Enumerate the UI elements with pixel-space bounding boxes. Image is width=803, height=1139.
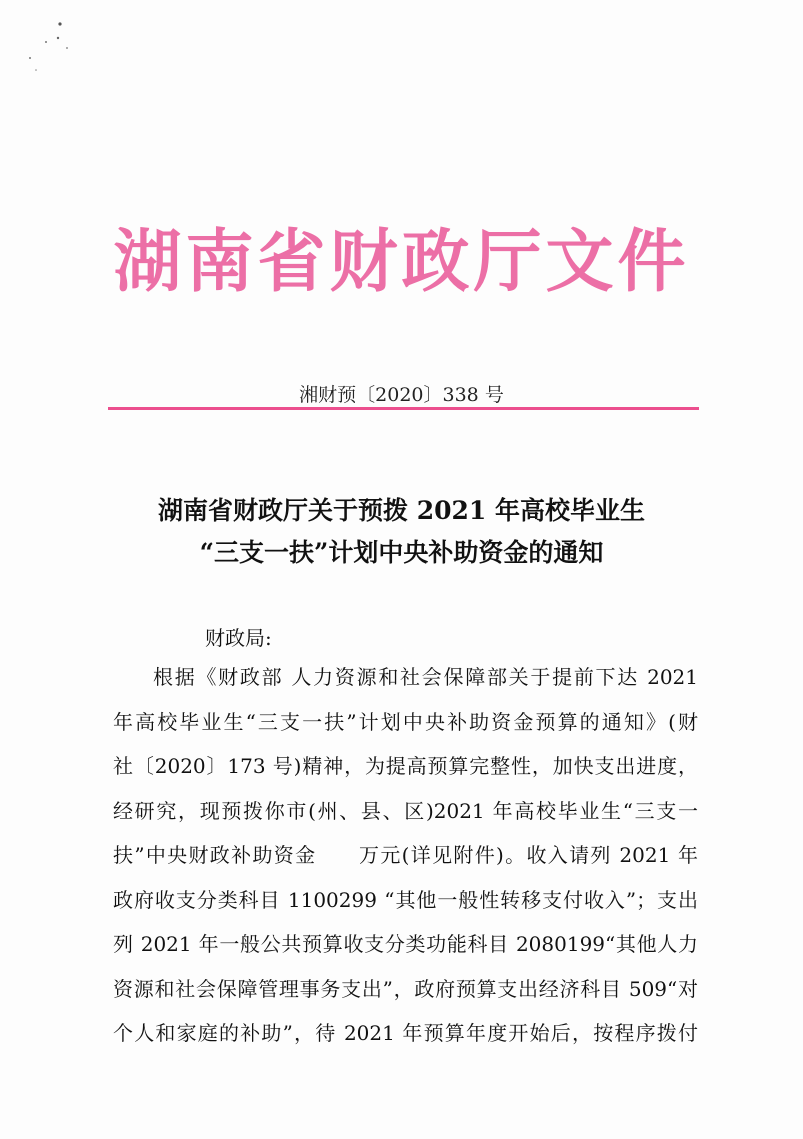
- title-line-1: 湖南省财政厅关于预拨 2021 年高校毕业生: [158, 496, 645, 525]
- salutation: 财政局:: [205, 626, 272, 650]
- body-line: 资源和社会保障管理事务支出”，政府预算支出经济科目 509“对: [113, 976, 698, 1001]
- body-line: 列 2021 年一般公共预算收支分类功能科目 2080199“其他人力: [113, 932, 698, 956]
- body-line: 根据《财政部 人力资源和社会保障部关于提前下达 2021: [153, 665, 698, 689]
- title-line-2: “三支一扶”计划中央补助资金的通知: [199, 538, 604, 567]
- scan-specks: [22, 18, 82, 78]
- body-line: 政府收支分类科目 1100299 “其他一般性转移支付收入”；支出: [113, 887, 698, 912]
- body-line: 社〔2020〕173 号)精神，为提高预算完整性，加快支出进度，: [113, 754, 698, 778]
- body-text: [113, 655, 698, 1056]
- document-title: [60, 490, 743, 574]
- body-line: 年高校毕业生“三支一扶”计划中央补助资金预算的通知》(财: [113, 709, 698, 734]
- body-line: 经研究，现预拨你市(州、县、区)2021 年高校毕业生“三支一: [113, 798, 698, 823]
- masthead-title: 湖南省财政厅文件: [113, 223, 690, 302]
- body-line: 扶”中央财政补助资金 万元(详见附件)。收入请列 2021 年: [113, 843, 698, 867]
- document-number: 湘财预〔2020〕338 号: [299, 384, 504, 406]
- masthead-divider: [108, 407, 699, 410]
- body-line: 个人和家庭的补助”，待 2021 年预算年度开始后，按程序拨付: [113, 1021, 698, 1045]
